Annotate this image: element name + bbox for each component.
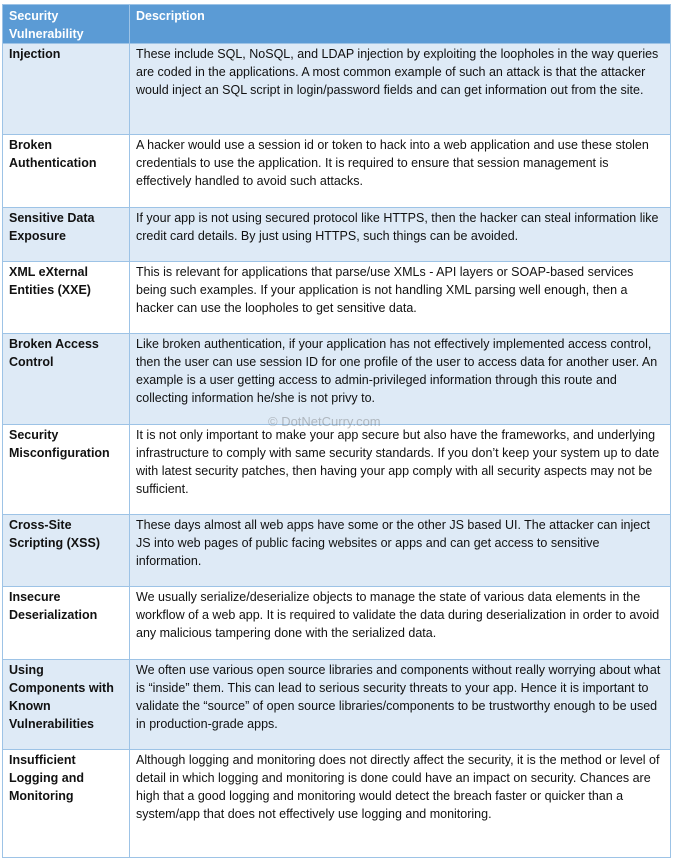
vulnerability-description: We usually serialize/deserialize objects to manage the state of various data elements in the workflow of a web app. It is required to validate the data during deserialization in order to avoid any malicious tampering done with the serialized data. [130, 587, 671, 660]
vulnerability-description: We often use various open source libraries and components without really worrying about what is “inside” them. This can lead to serious security threats to your app. Hence it is important to validate the “source” of open source libraries/components to be trustworthy enough to be used in production-grade apps. [130, 660, 671, 750]
vulnerability-description: If your app is not using secured protocol like HTTPS, then the hacker can steal information like credit card details. By just using HTTPS, such things can be avoided. [130, 208, 671, 262]
table-row [3, 208, 671, 262]
vulnerability-name: Insecure Deserialization [3, 587, 130, 660]
column-header-description: Description [130, 5, 671, 44]
vulnerability-description: This is relevant for applications that parse/use XMLs - API layers or SOAP-based services being such examples. If your application is not handling XML parsing well enough, then a hacker can use the loopholes to get sensitive data. [130, 262, 671, 334]
vulnerability-description: These include SQL, NoSQL, and LDAP injection by exploiting the loopholes in the way queries are coded in the applications. A most common example of such an attack is that the attacker would inject an SQL script in login/password fields and can get information out from the site. [130, 44, 671, 135]
vulnerability-description: Although logging and monitoring does not directly affect the security, it is the method or level of detail in which logging and monitoring is done could have an impact on security. Chances are high that a good logging and monitoring would detect the breach faster or quicker than a system/app that does not effectively use logging and monitoring. [130, 750, 671, 858]
vulnerability-name: Insufficient Logging and Monitoring [3, 750, 130, 858]
table-row [3, 135, 671, 208]
vulnerability-description: Like broken authentication, if your application has not effectively implemented access control, then the user can use session ID for one profile of the user to access data for another user. An example is a user getting access to admin-privileged information through this route and collecting information he/she is not privy to. [130, 334, 671, 425]
watermark: © DotNetCurry.com [268, 414, 381, 429]
vulnerability-description: It is not only important to make your app secure but also have the frameworks, and underlying infrastructure to comply with same security standards. If you don’t keep your system up to date with latest security patches, then having your app comply with all security aspects may not be sufficient. [130, 425, 671, 515]
table-row [3, 262, 671, 334]
vulnerability-name: Cross-Site Scripting (XSS) [3, 515, 130, 587]
table-row [3, 334, 671, 425]
vulnerability-table [2, 4, 671, 858]
table-header-row [3, 5, 671, 44]
vulnerability-name: Using Components with Known Vulnerabilities [3, 660, 130, 750]
table-row [3, 44, 671, 135]
vulnerability-description: These days almost all web apps have some or the other JS based UI. The attacker can inject JS into web pages of public facing websites or apps and can get access to sensitive information. [130, 515, 671, 587]
vulnerability-name: Broken Authentication [3, 135, 130, 208]
vulnerability-description: A hacker would use a session id or token to hack into a web application and use these stolen credentials to use the application. It is required to ensure that session management is effectively handled to avoid such attacks. [130, 135, 671, 208]
table-row [3, 587, 671, 660]
vulnerability-name: Security Misconfiguration [3, 425, 130, 515]
vulnerability-name: Sensitive Data Exposure [3, 208, 130, 262]
table-row [3, 750, 671, 858]
table-row [3, 425, 671, 515]
table-row [3, 515, 671, 587]
vulnerability-name: XML eXternal Entities (XXE) [3, 262, 130, 334]
table-row [3, 660, 671, 750]
vulnerability-name: Injection [3, 44, 130, 135]
vulnerability-name: Broken Access Control [3, 334, 130, 425]
column-header-vulnerability: Security Vulnerability [3, 5, 130, 44]
